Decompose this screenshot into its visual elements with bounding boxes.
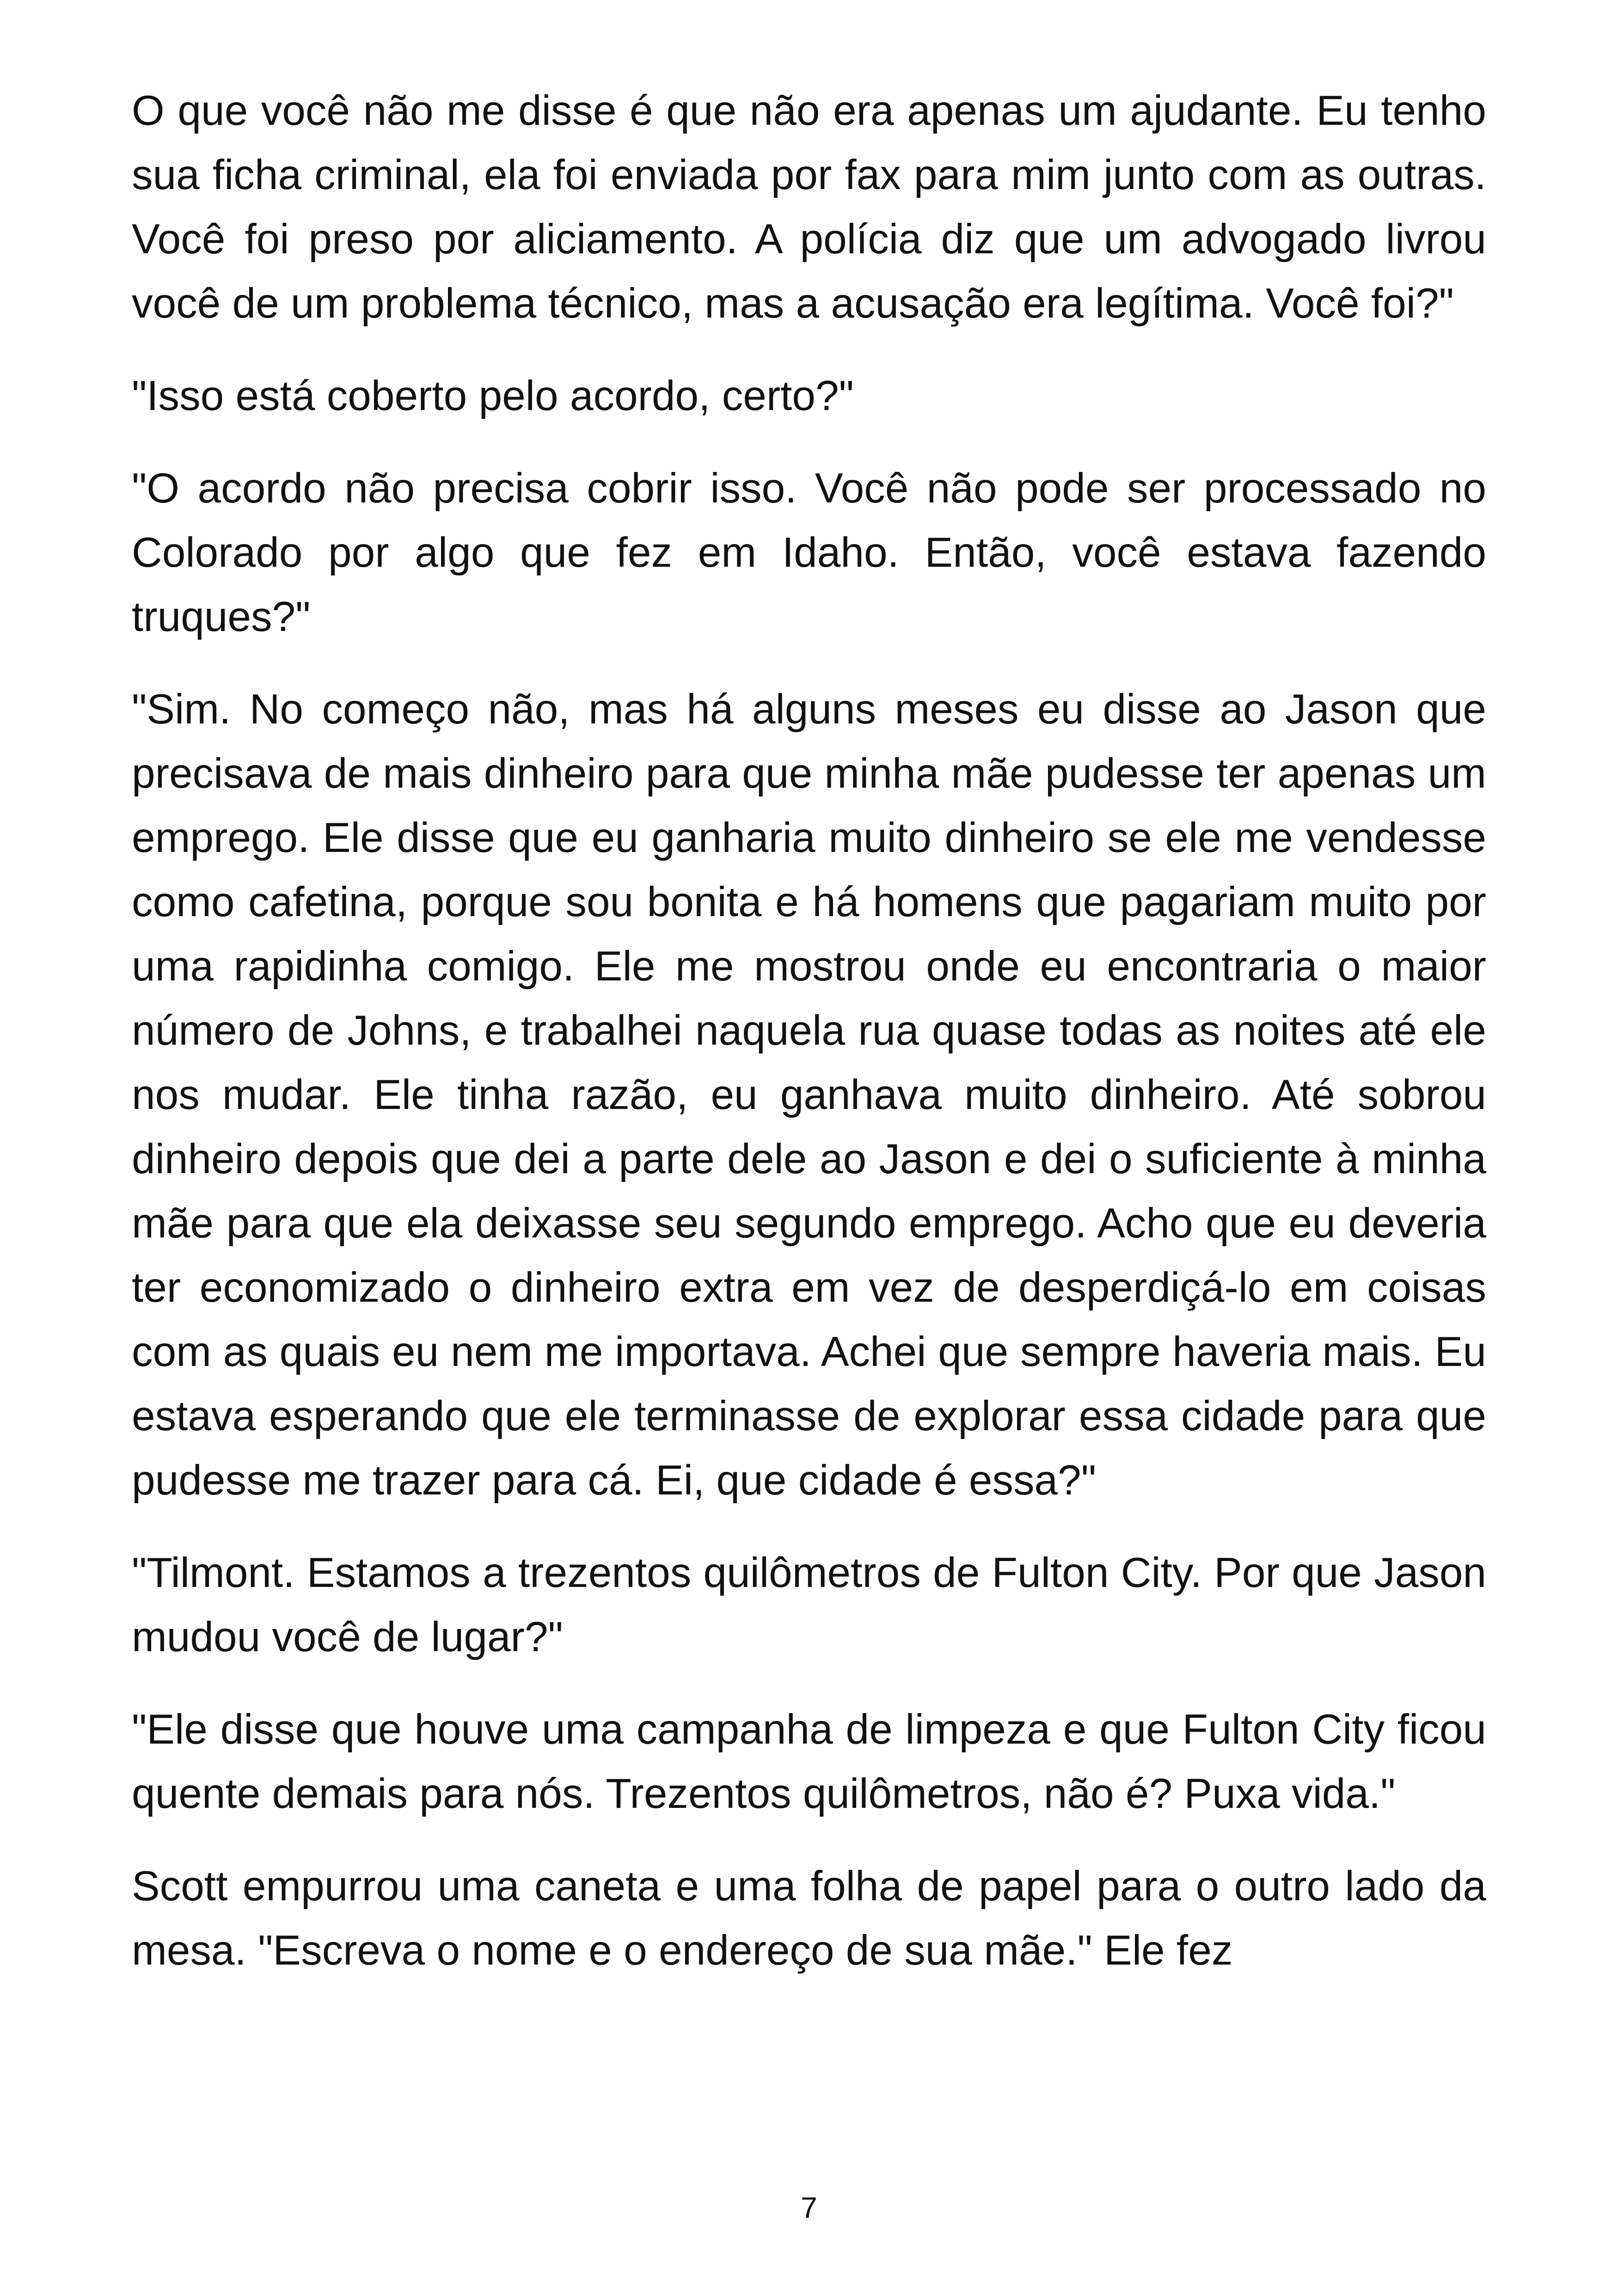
paragraph: "O acordo não precisa cobrir isso. Você não pode ser processado no Colorado por algo que fez em Idaho. Então, você estava fazendo truques?" — [132, 465, 1486, 640]
page-body — [132, 79, 1486, 2011]
paragraph: "Ele disse que houve uma campanha de limpeza e que Fulton City ficou quente demais para nós. Trezentos quilômetros, não é? Puxa vida." — [132, 1706, 1486, 1817]
paragraph: "Isso está coberto pelo acordo, certo?" — [132, 373, 854, 419]
paragraph: "Sim. No começo não, mas há alguns meses eu disse ao Jason que precisava de mais dinheiro para que minha mãe pudesse ter apenas um emprego. Ele disse que eu ganharia muito dinheiro se ele me vendesse como cafetina, porque sou bonita e há homens que pagariam muito por uma rapidinha comigo. Ele me mostrou onde eu encontraria o maior número de Johns, e trabalhei naquela rua quase todas as noites até ele nos mudar. Ele tinha razão, eu ganhava muito dinheiro. Até sobrou dinheiro depois que dei a parte dele ao Jason e dei o suficiente à minha mãe para que ela deixasse seu segundo emprego. Acho que eu deveria ter economizado o dinheiro extra em vez de desperdiçá-lo em coisas com as quais eu nem me importava. Achei que sempre haveria mais. Eu estava esperando que ele terminasse de explorar essa cidade para que pudesse me trazer para cá. Ei, que cidade é essa?" — [132, 686, 1486, 1504]
paragraph: Scott empurrou uma caneta e uma folha de papel para o outro lado da mesa. "Escreva o nome e o endereço de sua mãe." Ele fez — [132, 1863, 1486, 1974]
paragraph: O que você não me disse é que não era apenas um ajudante. Eu tenho sua ficha criminal, ela foi enviada por fax para mim junto com as outras. Você foi preso por aliciamento. A polícia diz que um advogado livrou você de um problema técnico, mas a acusação era legítima. Você foi?" — [132, 87, 1486, 327]
paragraph: "Tilmont. Estamos a trezentos quilômetros de Fulton City. Por que Jason mudou você de lugar?" — [132, 1549, 1486, 1660]
page-number: 7 — [801, 2191, 817, 2224]
